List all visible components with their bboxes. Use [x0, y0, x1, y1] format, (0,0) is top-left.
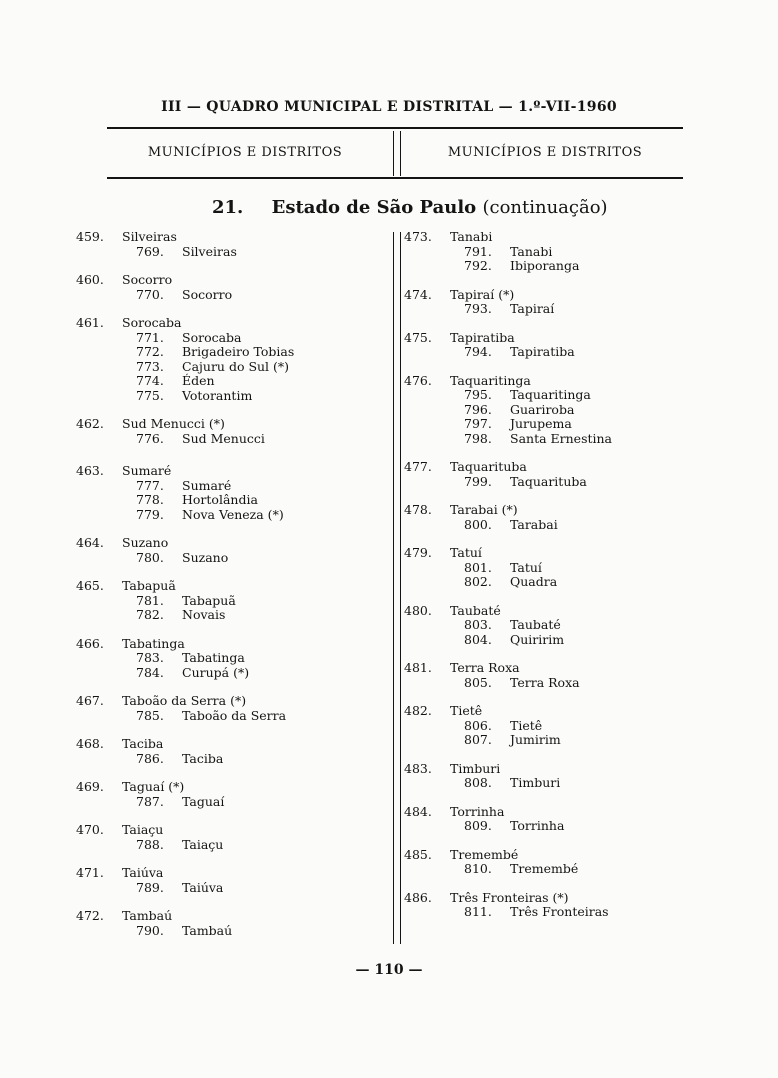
column-heading-right: MUNICÍPIOS E DISTRITOS	[447, 145, 643, 160]
municipality-number: 462.	[76, 416, 104, 431]
municipality-name: Taguaí (*)	[122, 779, 185, 794]
district-name: Sumaré	[182, 477, 232, 493]
municipality-line	[76, 694, 386, 709]
municipality-number: 470.	[76, 822, 104, 837]
municipality-entry	[404, 503, 704, 532]
district-name: Quiririm	[510, 631, 565, 647]
municipality-entry	[404, 460, 704, 489]
section-suffix: (continuação)	[482, 197, 608, 218]
municipality-line	[76, 637, 386, 652]
district-name: Brigadeiro Tobias	[182, 344, 295, 359]
municipality-name: Silveiras	[122, 229, 177, 244]
district-name: Taquarituba	[510, 473, 587, 489]
municipality-line	[404, 661, 704, 676]
district-number: 780.	[136, 549, 164, 565]
section-title	[212, 197, 608, 218]
municipality-number: 472.	[76, 908, 104, 923]
district-line	[76, 881, 386, 896]
municipality-name: Tabatinga	[122, 635, 185, 651]
municipality-number: 468.	[76, 736, 104, 751]
municipality-name: Suzano	[122, 535, 169, 550]
district-number: 775.	[136, 387, 164, 403]
municipality-number: 467.	[76, 693, 104, 708]
district-line	[76, 752, 386, 767]
district-line	[76, 924, 386, 939]
district-name: Tabatinga	[182, 650, 245, 665]
district-name: Tarabai	[510, 516, 558, 532]
district-line	[76, 389, 386, 404]
district-line	[404, 905, 704, 920]
municipality-line	[404, 288, 704, 303]
district-line	[404, 245, 704, 260]
municipality-line	[76, 464, 386, 479]
district-number: 791.	[464, 243, 492, 259]
district-number: 803.	[464, 617, 492, 632]
municipality-name: Taquarituba	[450, 459, 527, 474]
district-line	[76, 331, 386, 346]
municipality-line	[76, 823, 386, 838]
municipality-entry	[76, 637, 386, 681]
municipality-entry	[76, 230, 386, 259]
municipality-name: Tietê	[450, 703, 483, 718]
municipality-entry	[76, 780, 386, 809]
district-number: 790.	[136, 922, 164, 938]
municipality-number: 482.	[404, 703, 432, 718]
municipality-name: Taiaçu	[122, 822, 164, 837]
left-column	[76, 230, 386, 938]
municipality-line	[76, 579, 386, 594]
municipality-name: Taboão da Serra (*)	[122, 693, 247, 708]
municipality-number: 473.	[404, 229, 432, 244]
municipality-number: 485.	[404, 846, 432, 862]
district-line	[404, 475, 704, 490]
district-name: Taubaté	[510, 617, 561, 632]
section-name: Estado de São Paulo	[271, 197, 477, 218]
district-line	[76, 709, 386, 724]
district-name: Taboão da Serra	[182, 707, 287, 723]
district-name: Nova Veneza (*)	[182, 506, 284, 522]
district-line	[404, 618, 704, 633]
district-line	[76, 795, 386, 810]
municipality-name: Terra Roxa	[450, 660, 520, 675]
district-number: 798.	[464, 430, 492, 446]
body-column-divider	[393, 232, 401, 944]
district-name: Tambaú	[182, 922, 233, 938]
municipality-entry	[76, 464, 386, 522]
district-line	[404, 633, 704, 648]
municipality-name: Três Fronteiras (*)	[450, 889, 569, 905]
municipality-number: 486.	[404, 889, 432, 905]
district-number: 772.	[136, 344, 164, 359]
municipality-name: Sud Menucci (*)	[122, 416, 225, 431]
district-number: 784.	[136, 664, 164, 680]
district-line	[76, 651, 386, 666]
district-line	[76, 508, 386, 523]
district-number: 799.	[464, 473, 492, 489]
district-line	[404, 345, 704, 360]
municipality-name: Tambaú	[122, 908, 173, 923]
district-name: Sud Menucci	[182, 430, 265, 446]
municipality-number: 461.	[76, 315, 104, 330]
municipality-entry	[404, 704, 704, 748]
district-number: 811.	[464, 904, 492, 919]
district-name: Quadra	[510, 574, 558, 589]
district-number: 795.	[464, 387, 492, 402]
district-line	[404, 776, 704, 791]
district-line	[404, 819, 704, 834]
municipality-line	[76, 737, 386, 752]
municipality-line	[76, 316, 386, 331]
page-number: — 110 —	[355, 962, 423, 978]
municipality-name: Taiúva	[122, 865, 164, 880]
municipality-name: Taquaritinga	[450, 372, 531, 388]
district-line	[76, 493, 386, 508]
district-number: 777.	[136, 477, 164, 493]
district-name: Tabapuã	[182, 592, 236, 608]
district-name: Torrinha	[510, 818, 565, 833]
district-number: 807.	[464, 732, 492, 747]
district-name: Tietê	[510, 717, 543, 733]
municipality-entry	[404, 331, 704, 360]
district-line	[76, 360, 386, 375]
municipality-line	[404, 546, 704, 561]
district-name: Tapiratiba	[510, 344, 575, 359]
municipality-line	[404, 230, 704, 245]
district-name: Taciba	[182, 750, 224, 766]
district-name: Hortolândia	[182, 492, 258, 507]
municipality-number: 469.	[76, 779, 104, 794]
district-number: 809.	[464, 818, 492, 833]
district-line	[404, 403, 704, 418]
municipality-entry	[404, 230, 704, 274]
district-name: Tanabi	[510, 243, 553, 259]
municipality-number: 465.	[76, 578, 104, 593]
district-number: 804.	[464, 631, 492, 647]
district-name: Novais	[182, 607, 226, 622]
municipality-number: 477.	[404, 459, 432, 474]
district-name: Taguaí	[182, 793, 225, 809]
municipality-number: 481.	[404, 660, 432, 675]
district-number: 808.	[464, 775, 492, 790]
municipality-number: 471.	[76, 865, 104, 880]
municipality-number: 480.	[404, 602, 432, 618]
district-name: Sorocaba	[182, 329, 242, 345]
municipality-entry	[404, 891, 704, 920]
district-name: Silveiras	[182, 243, 237, 259]
district-name: Santa Ernestina	[510, 430, 613, 446]
municipality-entry	[404, 848, 704, 877]
municipality-line	[76, 780, 386, 795]
district-line	[404, 676, 704, 691]
district-line	[404, 432, 704, 447]
municipality-name: Sumaré	[122, 463, 172, 478]
district-number: 801.	[464, 559, 492, 575]
district-line	[404, 259, 704, 274]
district-number: 806.	[464, 717, 492, 733]
district-number: 787.	[136, 793, 164, 809]
district-name: Taiúva	[182, 879, 224, 895]
municipality-name: Torrinha	[450, 803, 505, 819]
municipality-entry	[76, 536, 386, 565]
district-line	[404, 561, 704, 576]
district-name: Taquaritinga	[510, 387, 591, 402]
header-bottom-rule	[107, 177, 683, 179]
municipality-name: Tatuí	[450, 545, 482, 560]
municipality-line	[404, 331, 704, 346]
municipality-number: 484.	[404, 803, 432, 819]
municipality-name: Tapiraí (*)	[450, 286, 515, 302]
municipality-entry	[404, 762, 704, 791]
municipality-entry	[404, 288, 704, 317]
district-line	[76, 608, 386, 623]
municipality-line	[404, 704, 704, 719]
municipality-number: 476.	[404, 372, 432, 388]
district-number: 770.	[136, 286, 164, 302]
municipality-entry	[76, 737, 386, 766]
municipality-entry	[76, 823, 386, 852]
district-number: 771.	[136, 329, 164, 345]
page-header: III — QUADRO MUNICIPAL E DISTRITAL — 1.º-VII-1960	[161, 99, 617, 115]
municipality-number: 478.	[404, 502, 432, 517]
district-number: 786.	[136, 750, 164, 766]
municipality-entry	[404, 546, 704, 590]
district-number: 792.	[464, 258, 492, 273]
district-number: 769.	[136, 243, 164, 259]
municipality-name: Taciba	[122, 736, 164, 751]
municipality-entry	[76, 866, 386, 895]
municipality-name: Taubaté	[450, 602, 501, 618]
district-name: Ibiporanga	[510, 258, 580, 273]
municipality-number: 463.	[76, 463, 104, 478]
district-line	[404, 417, 704, 432]
district-line	[76, 594, 386, 609]
district-name: Jumirim	[510, 732, 561, 747]
district-name: Terra Roxa	[510, 674, 580, 690]
municipality-number: 466.	[76, 635, 104, 651]
municipality-entry	[404, 805, 704, 834]
municipality-line	[404, 891, 704, 906]
district-number: 793.	[464, 301, 492, 316]
municipality-name: Tanabi	[450, 229, 493, 244]
district-number: 779.	[136, 506, 164, 522]
municipality-name: Timburi	[450, 760, 501, 776]
municipality-entry	[76, 694, 386, 723]
municipality-line	[76, 417, 386, 432]
municipality-number: 459.	[76, 229, 104, 244]
municipality-line	[404, 762, 704, 777]
district-number: 778.	[136, 492, 164, 507]
column-heading-left: MUNICÍPIOS E DISTRITOS	[147, 145, 343, 160]
municipality-line	[404, 503, 704, 518]
district-line	[404, 862, 704, 877]
district-number: 802.	[464, 574, 492, 589]
district-number: 788.	[136, 836, 164, 852]
municipality-entry	[76, 417, 386, 446]
municipality-number: 479.	[404, 545, 432, 560]
district-name: Cajuru do Sul (*)	[182, 358, 290, 374]
district-name: Votorantim	[182, 387, 253, 403]
district-name: Tatuí	[510, 559, 542, 575]
municipality-entry	[76, 273, 386, 302]
district-name: Curupá (*)	[182, 664, 250, 680]
district-line	[404, 733, 704, 748]
district-number: 782.	[136, 607, 164, 622]
municipality-entry	[404, 604, 704, 648]
municipality-name: Socorro	[122, 272, 173, 287]
district-number: 785.	[136, 707, 164, 723]
municipality-line	[404, 374, 704, 389]
district-number: 781.	[136, 592, 164, 608]
municipality-number: 475.	[404, 329, 432, 345]
municipality-name: Tremembé	[450, 846, 519, 862]
municipality-line	[404, 805, 704, 820]
municipality-number: 460.	[76, 272, 104, 287]
district-name: Tapiraí	[510, 301, 555, 316]
district-line	[76, 666, 386, 681]
district-number: 776.	[136, 430, 164, 446]
district-line	[76, 345, 386, 360]
municipality-entry	[76, 909, 386, 938]
district-line	[76, 245, 386, 260]
municipality-name: Sorocaba	[122, 315, 182, 330]
municipality-line	[76, 536, 386, 551]
section-number: 21.	[212, 197, 244, 218]
municipality-name: Tapiratiba	[450, 329, 515, 345]
district-line	[404, 302, 704, 317]
district-number: 794.	[464, 344, 492, 359]
municipality-line	[76, 909, 386, 924]
municipality-name: Tarabai (*)	[450, 502, 518, 517]
district-number: 797.	[464, 416, 492, 431]
municipality-line	[404, 604, 704, 619]
district-name: Jurupema	[510, 416, 572, 431]
district-number: 789.	[136, 879, 164, 895]
district-line	[76, 838, 386, 853]
municipality-number: 483.	[404, 760, 432, 776]
district-number: 800.	[464, 516, 492, 532]
district-line	[76, 432, 386, 447]
district-name: Socorro	[182, 286, 233, 302]
header-column-divider	[393, 131, 401, 176]
municipality-line	[76, 230, 386, 245]
municipality-entry	[404, 661, 704, 690]
district-line	[76, 374, 386, 389]
district-name: Tremembé	[510, 861, 579, 876]
district-name: Três Fronteiras	[510, 904, 609, 919]
district-line	[76, 479, 386, 494]
municipality-name: Tabapuã	[122, 578, 176, 593]
municipality-line	[404, 460, 704, 475]
district-number: 796.	[464, 401, 492, 417]
district-number: 774.	[136, 373, 164, 388]
district-line	[76, 551, 386, 566]
district-name: Suzano	[182, 549, 229, 565]
municipality-number: 474.	[404, 286, 432, 302]
district-line	[404, 575, 704, 590]
municipality-entry	[404, 374, 704, 447]
district-number: 805.	[464, 674, 492, 690]
municipality-line	[76, 866, 386, 881]
district-line	[76, 288, 386, 303]
district-name: Timburi	[510, 775, 561, 790]
municipality-entry	[76, 316, 386, 403]
district-name: Taiaçu	[182, 836, 224, 852]
district-line	[404, 388, 704, 403]
header-top-rule	[107, 127, 683, 129]
municipality-line	[76, 273, 386, 288]
district-name: Guariroba	[510, 401, 575, 417]
district-number: 783.	[136, 650, 164, 665]
district-line	[404, 719, 704, 734]
district-number: 810.	[464, 861, 492, 876]
municipality-line	[404, 848, 704, 863]
municipality-number: 464.	[76, 535, 104, 550]
district-number: 773.	[136, 358, 164, 374]
district-line	[404, 518, 704, 533]
district-name: Éden	[182, 373, 215, 388]
municipality-entry	[76, 579, 386, 623]
right-column	[404, 230, 704, 920]
